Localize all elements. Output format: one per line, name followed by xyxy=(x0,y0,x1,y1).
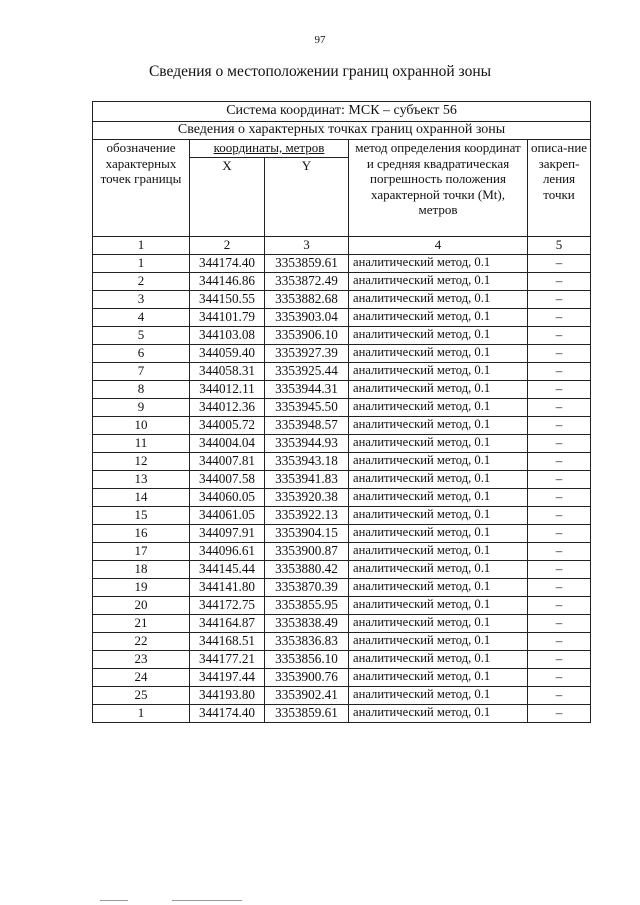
cell-y: 3353836.83 xyxy=(265,633,349,651)
cell-y: 3353945.50 xyxy=(265,399,349,417)
cell-y: 3353925.44 xyxy=(265,363,349,381)
cell-point: 25 xyxy=(93,687,190,705)
table-row xyxy=(93,687,591,705)
table-row xyxy=(93,417,591,435)
table-row xyxy=(93,615,591,633)
cell-x: 344172.75 xyxy=(190,597,265,615)
table-row xyxy=(93,381,591,399)
col-number-5: 5 xyxy=(528,237,591,255)
cell-y: 3353944.31 xyxy=(265,381,349,399)
cell-x: 344197.44 xyxy=(190,669,265,687)
cell-fixing: – xyxy=(528,615,591,633)
cell-method: аналитический метод, 0.1 xyxy=(349,291,528,309)
cell-fixing: – xyxy=(528,543,591,561)
cell-method: аналитический метод, 0.1 xyxy=(349,345,528,363)
header-x: X xyxy=(190,158,265,237)
cell-x: 344174.40 xyxy=(190,705,265,723)
cell-method: аналитический метод, 0.1 xyxy=(349,399,528,417)
col-number-2: 2 xyxy=(190,237,265,255)
cell-fixing: – xyxy=(528,255,591,273)
cell-x: 344097.91 xyxy=(190,525,265,543)
cell-point: 11 xyxy=(93,435,190,453)
cell-method: аналитический метод, 0.1 xyxy=(349,669,528,687)
cell-x: 344168.51 xyxy=(190,633,265,651)
cell-point: 7 xyxy=(93,363,190,381)
cell-fixing: – xyxy=(528,399,591,417)
coordinates-table xyxy=(92,101,591,723)
cell-point: 20 xyxy=(93,597,190,615)
table-row xyxy=(93,327,591,345)
cell-point: 5 xyxy=(93,327,190,345)
table-row xyxy=(93,291,591,309)
table-row xyxy=(93,597,591,615)
table-row xyxy=(93,579,591,597)
cell-y: 3353838.49 xyxy=(265,615,349,633)
header-coordinates: координаты, метров xyxy=(190,140,349,158)
cell-y: 3353880.42 xyxy=(265,561,349,579)
table-row xyxy=(93,633,591,651)
table-row xyxy=(93,669,591,687)
cell-fixing: – xyxy=(528,417,591,435)
cell-x: 344061.05 xyxy=(190,507,265,525)
cell-fixing: – xyxy=(528,327,591,345)
cell-x: 344005.72 xyxy=(190,417,265,435)
cell-point: 24 xyxy=(93,669,190,687)
page-number: 97 xyxy=(314,34,326,46)
cell-method: аналитический метод, 0.1 xyxy=(349,705,528,723)
cell-x: 344103.08 xyxy=(190,327,265,345)
cell-point: 17 xyxy=(93,543,190,561)
table-row xyxy=(93,561,591,579)
cell-x: 344007.81 xyxy=(190,453,265,471)
cell-method: аналитический метод, 0.1 xyxy=(349,525,528,543)
cell-point: 16 xyxy=(93,525,190,543)
cell-method: аналитический метод, 0.1 xyxy=(349,273,528,291)
cell-y: 3353856.10 xyxy=(265,651,349,669)
cell-method: аналитический метод, 0.1 xyxy=(349,543,528,561)
cell-fixing: – xyxy=(528,525,591,543)
cell-fixing: – xyxy=(528,291,591,309)
cell-y: 3353872.49 xyxy=(265,273,349,291)
cell-x: 344150.55 xyxy=(190,291,265,309)
cell-y: 3353943.18 xyxy=(265,453,349,471)
cell-x: 344007.58 xyxy=(190,471,265,489)
cell-method: аналитический метод, 0.1 xyxy=(349,651,528,669)
cell-y: 3353944.93 xyxy=(265,435,349,453)
cell-fixing: – xyxy=(528,363,591,381)
header-y: Y xyxy=(265,158,349,237)
header-method: метод определения координат и средняя квадратическая погрешность положения характерной точки (Mt), метров xyxy=(349,140,528,237)
table-row xyxy=(93,435,591,453)
table-row xyxy=(93,309,591,327)
cell-point: 1 xyxy=(93,705,190,723)
cell-fixing: – xyxy=(528,705,591,723)
cell-method: аналитический метод, 0.1 xyxy=(349,363,528,381)
cell-x: 344146.86 xyxy=(190,273,265,291)
col-number-3: 3 xyxy=(265,237,349,255)
cell-fixing: – xyxy=(528,579,591,597)
table-row xyxy=(93,489,591,507)
cell-x: 344145.44 xyxy=(190,561,265,579)
cell-point: 18 xyxy=(93,561,190,579)
cell-x: 344141.80 xyxy=(190,579,265,597)
table-row xyxy=(93,399,591,417)
cell-method: аналитический метод, 0.1 xyxy=(349,561,528,579)
header-point: обозначение характерных точек границы xyxy=(93,140,190,237)
cell-x: 344177.21 xyxy=(190,651,265,669)
table-row xyxy=(93,363,591,381)
cell-fixing: – xyxy=(528,507,591,525)
table-row xyxy=(93,651,591,669)
cell-method: аналитический метод, 0.1 xyxy=(349,597,528,615)
cell-x: 344058.31 xyxy=(190,363,265,381)
cell-method: аналитический метод, 0.1 xyxy=(349,381,528,399)
cell-fixing: – xyxy=(528,687,591,705)
cell-y: 3353948.57 xyxy=(265,417,349,435)
cell-point: 12 xyxy=(93,453,190,471)
cell-method: аналитический метод, 0.1 xyxy=(349,489,528,507)
cell-x: 344096.61 xyxy=(190,543,265,561)
cell-point: 3 xyxy=(93,291,190,309)
cell-point: 21 xyxy=(93,615,190,633)
cell-point: 4 xyxy=(93,309,190,327)
cell-y: 3353922.13 xyxy=(265,507,349,525)
cell-point: 8 xyxy=(93,381,190,399)
footer-mark-right xyxy=(172,900,242,901)
table-row xyxy=(93,525,591,543)
cell-method: аналитический метод, 0.1 xyxy=(349,507,528,525)
cell-y: 3353920.38 xyxy=(265,489,349,507)
cell-point: 22 xyxy=(93,633,190,651)
cell-method: аналитический метод, 0.1 xyxy=(349,453,528,471)
table-row xyxy=(93,507,591,525)
cell-method: аналитический метод, 0.1 xyxy=(349,471,528,489)
cell-fixing: – xyxy=(528,309,591,327)
cell-point: 15 xyxy=(93,507,190,525)
cell-point: 19 xyxy=(93,579,190,597)
cell-y: 3353882.68 xyxy=(265,291,349,309)
cell-point: 14 xyxy=(93,489,190,507)
cell-fixing: – xyxy=(528,651,591,669)
cell-method: аналитический метод, 0.1 xyxy=(349,615,528,633)
cell-y: 3353900.87 xyxy=(265,543,349,561)
cell-x: 344059.40 xyxy=(190,345,265,363)
cell-x: 344060.05 xyxy=(190,489,265,507)
cell-y: 3353870.39 xyxy=(265,579,349,597)
cell-method: аналитический метод, 0.1 xyxy=(349,579,528,597)
cell-x: 344193.80 xyxy=(190,687,265,705)
cell-x: 344101.79 xyxy=(190,309,265,327)
cell-x: 344012.11 xyxy=(190,381,265,399)
cell-fixing: – xyxy=(528,561,591,579)
cell-fixing: – xyxy=(528,633,591,651)
cell-fixing: – xyxy=(528,669,591,687)
cell-fixing: – xyxy=(528,489,591,507)
cell-method: аналитический метод, 0.1 xyxy=(349,435,528,453)
cell-y: 3353903.04 xyxy=(265,309,349,327)
table-row xyxy=(93,453,591,471)
table-row xyxy=(93,471,591,489)
cell-fixing: – xyxy=(528,381,591,399)
cell-fixing: – xyxy=(528,453,591,471)
cell-x: 344164.87 xyxy=(190,615,265,633)
cell-point: 23 xyxy=(93,651,190,669)
cell-x: 344004.04 xyxy=(190,435,265,453)
table-row xyxy=(93,543,591,561)
cell-point: 6 xyxy=(93,345,190,363)
coordinate-system-header: Система координат: МСК – субъект 56 xyxy=(93,102,591,122)
header-fixing: описа-ние закреп-ления точки xyxy=(528,140,591,237)
cell-fixing: – xyxy=(528,597,591,615)
cell-point: 2 xyxy=(93,273,190,291)
cell-y: 3353859.61 xyxy=(265,255,349,273)
cell-x: 344012.36 xyxy=(190,399,265,417)
cell-point: 1 xyxy=(93,255,190,273)
footer-mark-left xyxy=(100,900,128,901)
cell-y: 3353941.83 xyxy=(265,471,349,489)
cell-y: 3353906.10 xyxy=(265,327,349,345)
cell-method: аналитический метод, 0.1 xyxy=(349,417,528,435)
cell-point: 10 xyxy=(93,417,190,435)
cell-y: 3353855.95 xyxy=(265,597,349,615)
cell-y: 3353859.61 xyxy=(265,705,349,723)
cell-y: 3353904.15 xyxy=(265,525,349,543)
table-row xyxy=(93,273,591,291)
cell-fixing: – xyxy=(528,273,591,291)
table-row xyxy=(93,255,591,273)
table-row xyxy=(93,705,591,723)
cell-method: аналитический метод, 0.1 xyxy=(349,687,528,705)
cell-method: аналитический метод, 0.1 xyxy=(349,309,528,327)
cell-x: 344174.40 xyxy=(190,255,265,273)
table-row xyxy=(93,345,591,363)
cell-fixing: – xyxy=(528,471,591,489)
cell-fixing: – xyxy=(528,345,591,363)
cell-y: 3353900.76 xyxy=(265,669,349,687)
cell-fixing: – xyxy=(528,435,591,453)
cell-y: 3353927.39 xyxy=(265,345,349,363)
cell-y: 3353902.41 xyxy=(265,687,349,705)
col-number-1: 1 xyxy=(93,237,190,255)
cell-point: 9 xyxy=(93,399,190,417)
cell-method: аналитический метод, 0.1 xyxy=(349,327,528,345)
col-number-4: 4 xyxy=(349,237,528,255)
table-subtitle: Сведения о характерных точках границ охранной зоны xyxy=(93,122,591,140)
document-title: Сведения о местоположении границ охранной зоны xyxy=(148,63,492,80)
cell-method: аналитический метод, 0.1 xyxy=(349,633,528,651)
cell-point: 13 xyxy=(93,471,190,489)
cell-method: аналитический метод, 0.1 xyxy=(349,255,528,273)
